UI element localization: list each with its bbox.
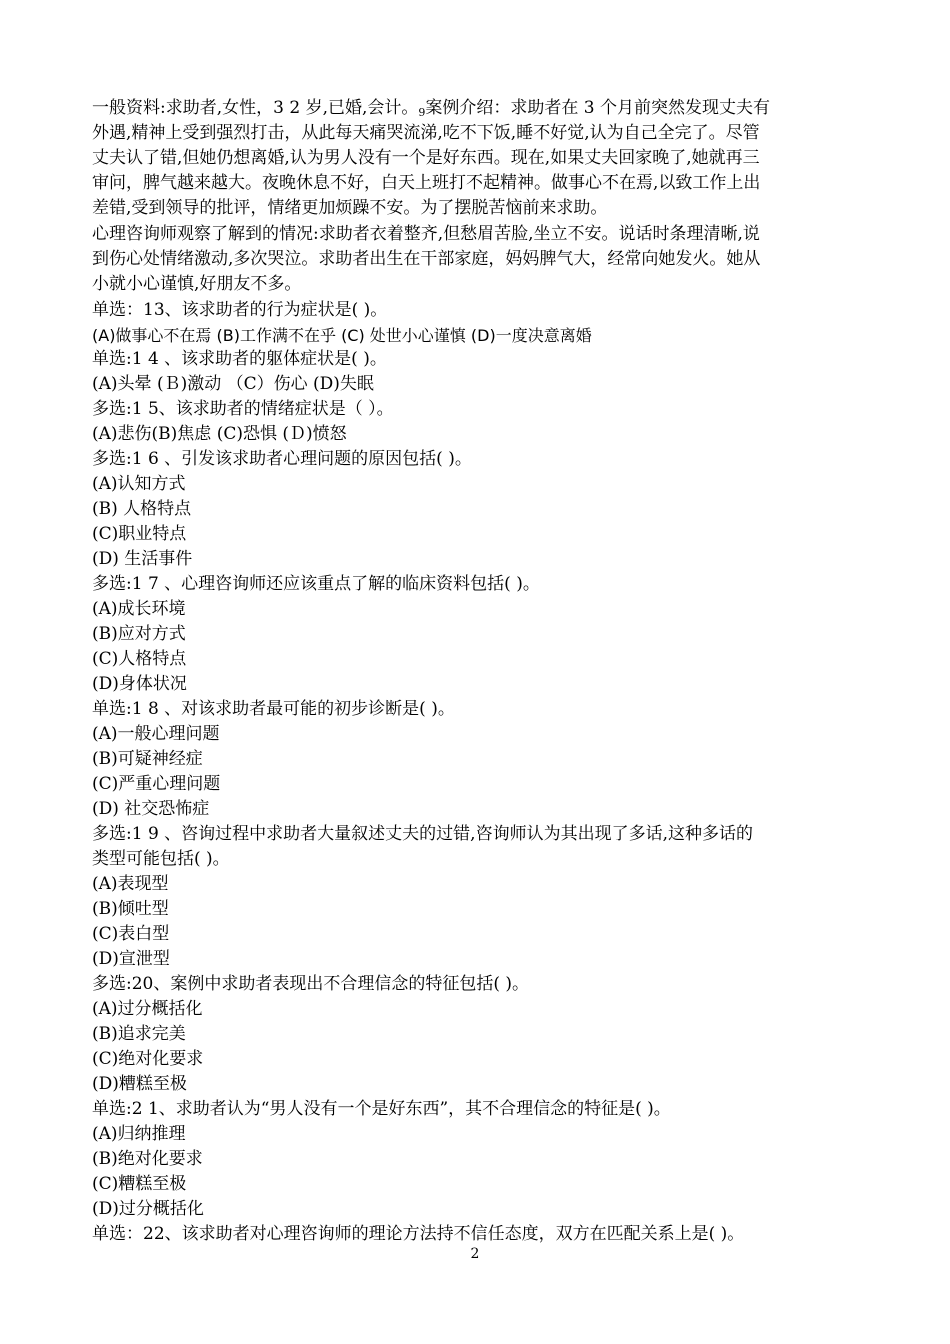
question-19-option-c: (C)表白型 [92,924,170,944]
intro-text: 案例介绍：求助者在 3 个月前突然发现丈夫有 [425,98,771,118]
question-18: 单选:1 8 、对该求助者最可能的初步诊断是( )。 [92,699,455,719]
question-13: 单选：13、该求助者的行为症状是( )。 [92,300,388,320]
question-21-option-c: (C)糟糕至极 [92,1174,187,1194]
question-17-option-a: (A)成长环境 [92,599,186,619]
question-15: 多选:1 5、该求助者的情绪症状是（ ）。 [92,399,394,419]
question-14: 单选:1 4 、该求助者的躯体症状是( )。 [92,349,387,369]
question-19: 多选:1 9 、咨询过程中求助者大量叙述丈夫的过错,咨询师认为其出现了多话,这种多话的 [92,824,753,844]
observation-line-2: 到伤心处情绪激动,多次哭泣。求助者出生在干部家庭，妈妈脾气大，经常向她发火。她从 [92,249,761,269]
intro-line-3: 丈夫认了错,但她仍想离婚,认为男人没有一个是好东西。现在,如果丈夫回家晚了,她就再三 [92,148,760,168]
question-18-option-a: (A)一般心理问题 [92,724,220,744]
question-20-option-a: (A)过分概括化 [92,999,203,1019]
intro-line-5: 差错,受到领导的批评，情绪更加烦躁不安。为了摆脱苦恼前来求助。 [92,198,608,218]
question-18-option-c: (C)严重心理问题 [92,774,221,794]
question-19-cont: 类型可能包括( )。 [92,849,230,869]
stray-mark: 9 [418,106,426,119]
question-19-option-d: (D)宣泄型 [92,949,170,969]
question-17: 多选:1 7 、心理咨询师还应该重点了解的临床资料包括( )。 [92,574,540,594]
question-21: 单选:2 1、求助者认为“男人没有一个是好东西”，其不合理信念的特征是( )。 [92,1099,671,1119]
question-21-option-a: (A)归纳推理 [92,1124,186,1144]
question-16: 多选:1 6 、引发该求助者心理问题的原因包括( )。 [92,449,472,469]
intro-text: 一般资料:求助者,女性，3 2 岁,已婚,会计。 [92,98,419,118]
page-number: 2 [470,1246,480,1262]
question-19-option-b: (B)倾吐型 [92,899,169,919]
intro-line-4: 审问，脾气越来越大。夜晚休息不好，白天上班打不起精神。做事心不在焉,以致工作上出 [92,173,761,193]
question-20-option-d: (D)糟糕至极 [92,1074,187,1094]
question-19-option-a: (A)表现型 [92,874,169,894]
question-21-option-b: (B)绝对化要求 [92,1149,203,1169]
question-21-option-d: (D)过分概括化 [92,1199,204,1219]
question-14-options: (A)头晕 (Ｂ)激动 （C）伤心 (D)失眠 [92,374,374,394]
question-16-option-b: (B) 人格特点 [92,499,192,519]
intro-line-2: 外遇,精神上受到强烈打击，从此每天痛哭流涕,吃不下饭,睡不好觉,认为自己全完了。尽管 [92,123,760,143]
question-17-option-b: (B)应对方式 [92,624,186,644]
question-22: 单选：22、该求助者对心理咨询师的理论方法持不信任态度，双方在匹配关系上是( )。 [92,1224,745,1244]
question-18-option-b: (B)可疑神经症 [92,749,203,769]
question-18-option-d: (D) 社交恐怖症 [92,799,210,819]
question-20-option-b: (B)追求完美 [92,1024,186,1044]
question-17-option-c: (C)人格特点 [92,649,187,669]
question-20-option-c: (C)绝对化要求 [92,1049,204,1069]
question-15-options: (A)悲伤(B)焦虑 (C)恐惧 (Ｄ)愤怒 [92,424,347,444]
question-20: 多选:20、案例中求助者表现出不合理信念的特征包括( )。 [92,974,530,994]
question-16-option-a: (A)认知方式 [92,474,186,494]
intro-line-1 [92,96,770,122]
question-16-option-d: (D) 生活事件 [92,549,193,569]
question-13-options: (A)做事心不在焉 (B)工作满不在乎 (C) 处世小心谨慎 (D)一度决意离婚 [92,326,592,345]
question-17-option-d: (D)身体状况 [92,674,187,694]
observation-line-3: 小就小心谨慎,好朋友不多。 [92,274,302,294]
question-16-option-c: (C)职业特点 [92,524,187,544]
observation-line-1: 心理咨询师观察了解到的情况:求助者衣着整齐,但愁眉苦脸,坐立不安。说话时条理清晰,说 [92,224,760,244]
